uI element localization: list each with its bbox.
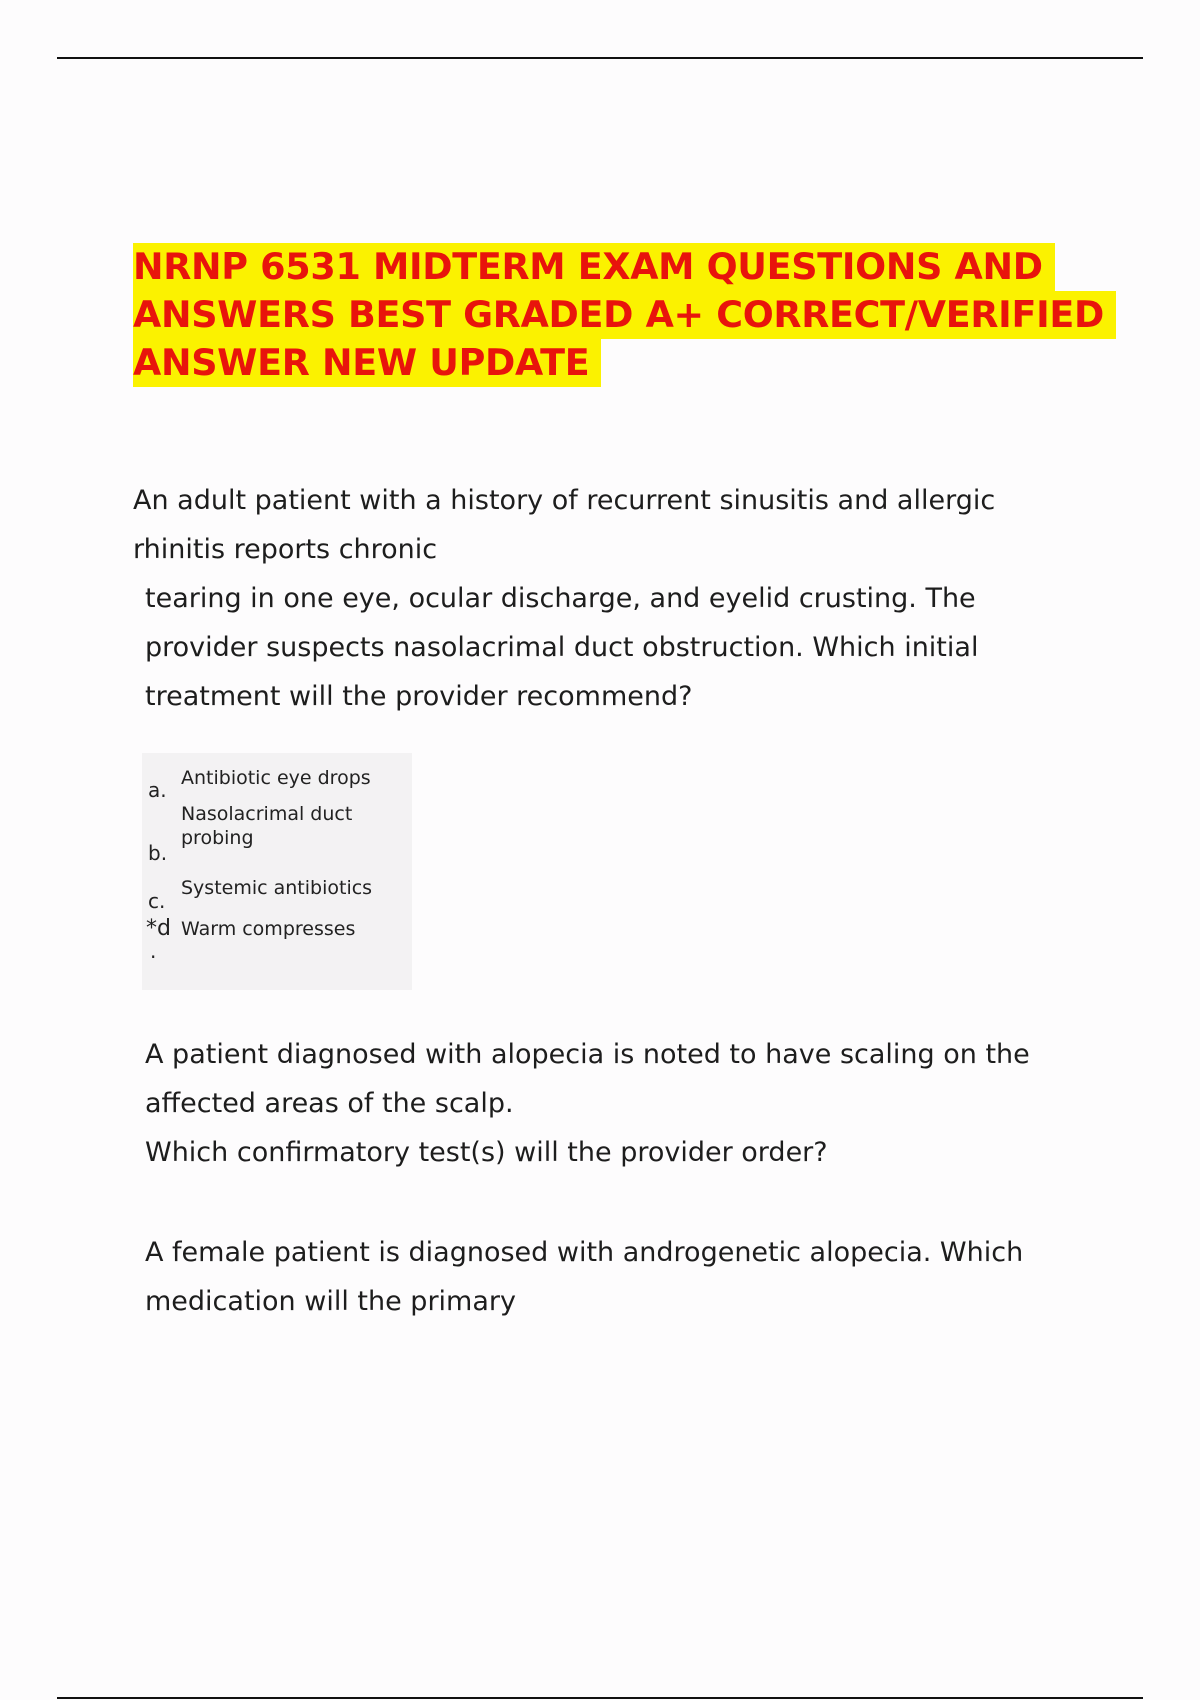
option-c-letter: c. (148, 889, 166, 913)
question-line: A patient diagnosed with alopecia is noted to have scaling on the (145, 1039, 1030, 1070)
title-line: NRNP 6531 MIDTERM EXAM QUESTIONS AND (133, 243, 1055, 291)
question-line: An adult patient with a history of recurrent sinusitis and allergic (133, 485, 996, 516)
title-line: ANSWERS BEST GRADED A+ CORRECT/VERIFIED (133, 291, 1116, 339)
question-2 (145, 1030, 1030, 1177)
option-d-text: Warm compresses (181, 918, 356, 940)
option-b-letter: b. (148, 841, 168, 865)
option-c-text: Systemic antibiotics (181, 877, 373, 899)
answer-options (142, 753, 412, 990)
option-a-letter: a. (148, 778, 167, 802)
question-line: tearing in one eye, ocular discharge, and eyelid crusting. The (145, 583, 976, 614)
title-line: ANSWER NEW UPDATE (133, 339, 601, 387)
question-line: A female patient is diagnosed with androgenetic alopecia. Which (145, 1237, 1024, 1268)
question-line: Which confirmatory test(s) will the provider order? (145, 1137, 828, 1168)
page-title (133, 243, 1105, 387)
question-line: provider suspects nasolacrimal duct obstruction. Which initial (145, 632, 979, 663)
top-rule (57, 57, 1143, 59)
bottom-rule (57, 1697, 1143, 1699)
question-1-intro (133, 476, 995, 574)
option-d-letter-suffix: . (150, 939, 157, 963)
question-line: rhinitis reports chronic (133, 534, 438, 565)
option-d-letter: *d (146, 916, 171, 941)
question-1-body (145, 574, 978, 721)
option-b-text-line-2: probing (181, 827, 254, 849)
question-line: treatment will the provider recommend? (145, 681, 693, 712)
option-b-text-line-1: Nasolacrimal duct (181, 803, 353, 825)
question-3 (145, 1228, 1023, 1326)
question-line: medication will the primary (145, 1286, 516, 1317)
option-a-text: Antibiotic eye drops (181, 767, 371, 789)
question-line: affected areas of the scalp. (145, 1088, 514, 1119)
